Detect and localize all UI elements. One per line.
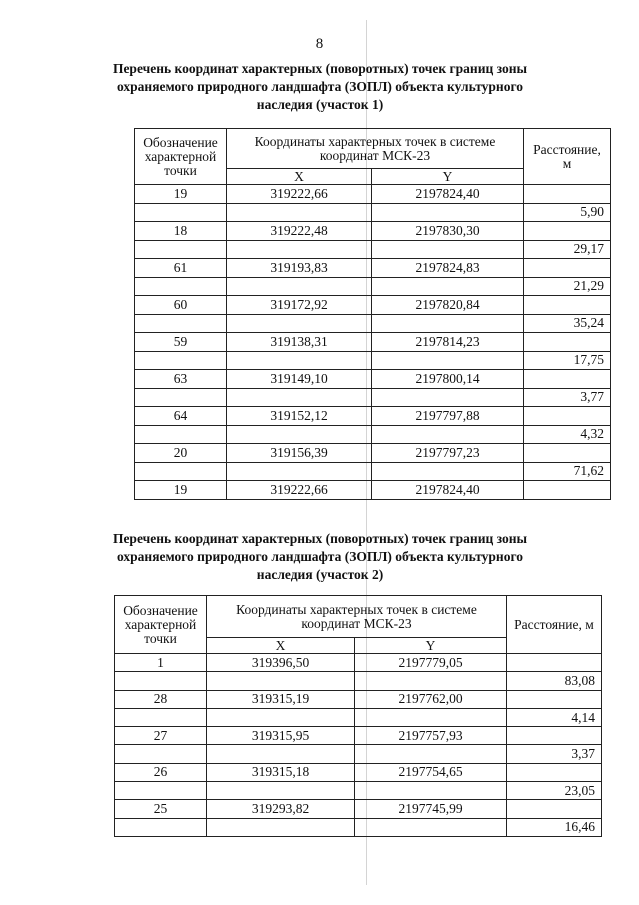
table-row [135,222,611,241]
heading-line: Перечень координат характерных (поворотных) точек границ зоны [112,531,528,546]
point-id: 19 [135,185,227,204]
table-row [115,672,602,690]
empty-cell [507,654,602,672]
header-coordinates [227,129,524,169]
table-row [135,185,611,204]
header-line: Координаты характерных точек в системе [254,133,496,149]
empty-cell [355,818,507,836]
segment-distance: 71,62 [524,462,611,481]
section1-heading [100,60,540,114]
coord-x: 319315,19 [207,690,355,708]
coord-y: 2197797,88 [372,407,524,426]
point-id: 63 [135,370,227,389]
heading-line: Перечень координат характерных (поворотных) точек границ зоны [112,61,528,76]
coord-x: 319396,50 [207,654,355,672]
empty-cell [524,185,611,204]
empty-cell [372,351,524,370]
empty-cell [207,708,355,726]
header-x: X [207,638,355,654]
table-row [115,818,602,836]
section1-coordinates-table [134,128,611,500]
empty-cell [355,782,507,800]
point-id: 18 [135,222,227,241]
header-line: Обозначение [123,602,198,618]
header-line: Расстояние, м [514,616,594,632]
coord-x: 319315,95 [207,727,355,745]
coord-x: 319138,31 [227,333,372,352]
empty-cell [227,388,372,407]
header-line: характерной [124,616,197,632]
point-id: 59 [135,333,227,352]
table-row [115,708,602,726]
coord-x: 319222,48 [227,222,372,241]
empty-cell [135,425,227,444]
empty-cell [372,425,524,444]
table-row [115,745,602,763]
empty-cell [115,672,207,690]
empty-cell [507,800,602,818]
empty-cell [115,745,207,763]
segment-distance: 17,75 [524,351,611,370]
header-x: X [227,169,372,185]
empty-cell [135,277,227,296]
segment-distance: 4,14 [507,708,602,726]
table-row [135,388,611,407]
empty-cell [115,708,207,726]
table-header-row [115,596,602,638]
table-row [135,370,611,389]
empty-cell [355,672,507,690]
empty-cell [372,314,524,333]
empty-cell [524,296,611,315]
table-row [135,259,611,278]
empty-cell [227,240,372,259]
header-line: точки [164,162,197,178]
point-id: 25 [115,800,207,818]
empty-cell [227,203,372,222]
coord-x: 319222,66 [227,481,372,500]
table-row [135,407,611,426]
empty-cell [227,351,372,370]
table-row [115,727,602,745]
heading-line: наследия (участок 2) [256,567,384,582]
coord-y: 2197757,93 [355,727,507,745]
header-distance [524,129,611,185]
point-id: 61 [135,259,227,278]
point-id: 28 [115,690,207,708]
table-row [135,462,611,481]
empty-cell [355,708,507,726]
page-number: 8 [315,36,324,52]
coord-x: 319152,12 [227,407,372,426]
point-id: 27 [115,727,207,745]
header-distance [507,596,602,654]
empty-cell [135,351,227,370]
table-row [135,203,611,222]
coord-y: 2197800,14 [372,370,524,389]
empty-cell [135,203,227,222]
section2-coordinates-table [114,595,602,837]
empty-cell [207,818,355,836]
table-row [135,296,611,315]
section2-heading [100,530,540,584]
empty-cell [115,782,207,800]
empty-cell [227,425,372,444]
coord-x: 319156,39 [227,444,372,463]
table-row [135,240,611,259]
empty-cell [227,462,372,481]
header-line: Обозначение [143,134,218,150]
coord-x: 319293,82 [207,800,355,818]
header-y: Y [372,169,524,185]
header-line: точки [144,630,177,646]
empty-cell [227,277,372,296]
empty-cell [207,782,355,800]
coord-x: 319149,10 [227,370,372,389]
empty-cell [355,745,507,763]
point-id: 1 [115,654,207,672]
empty-cell [524,333,611,352]
empty-cell [135,240,227,259]
coord-y: 2197797,23 [372,444,524,463]
point-id: 60 [135,296,227,315]
coord-x: 319315,18 [207,763,355,781]
empty-cell [372,388,524,407]
segment-distance: 35,24 [524,314,611,333]
segment-distance: 21,29 [524,277,611,296]
empty-cell [524,481,611,500]
header-line: Расстояние, [533,141,601,157]
segment-distance: 5,90 [524,203,611,222]
empty-cell [507,727,602,745]
header-point-designation [135,129,227,185]
header-line: характерной [144,148,217,164]
header-coordinates [207,596,507,638]
table-row [135,314,611,333]
empty-cell [372,277,524,296]
table-row [115,690,602,708]
empty-cell [135,462,227,481]
coord-y: 2197779,05 [355,654,507,672]
segment-distance: 29,17 [524,240,611,259]
point-id: 19 [135,481,227,500]
empty-cell [227,314,372,333]
empty-cell [207,745,355,763]
empty-cell [372,462,524,481]
table-header-row [135,129,611,169]
coord-y: 2197814,23 [372,333,524,352]
empty-cell [372,203,524,222]
empty-cell [524,444,611,463]
coord-y: 2197754,65 [355,763,507,781]
empty-cell [372,240,524,259]
coord-y: 2197824,40 [372,185,524,204]
segment-distance: 16,46 [507,818,602,836]
segment-distance: 83,08 [507,672,602,690]
segment-distance: 4,32 [524,425,611,444]
empty-cell [507,690,602,708]
header-point-designation [115,596,207,654]
empty-cell [524,259,611,278]
point-id: 26 [115,763,207,781]
empty-cell [207,672,355,690]
coord-y: 2197830,30 [372,222,524,241]
empty-cell [135,314,227,333]
table-row [115,800,602,818]
coord-y: 2197820,84 [372,296,524,315]
coord-x: 319172,92 [227,296,372,315]
heading-line: охраняемого природного ландшафта (ЗОПЛ) объекта культурного [117,79,523,94]
coord-y: 2197745,99 [355,800,507,818]
heading-line: охраняемого природного ландшафта (ЗОПЛ) объекта культурного [117,549,523,564]
coord-y: 2197824,40 [372,481,524,500]
point-id: 20 [135,444,227,463]
header-line: м [562,155,572,171]
point-id: 64 [135,407,227,426]
empty-cell [135,388,227,407]
table-row [135,351,611,370]
empty-cell [524,407,611,426]
table-row [135,277,611,296]
header-line: координат МСК-23 [301,615,412,631]
table-row [135,425,611,444]
table-row [115,782,602,800]
coord-x: 319222,66 [227,185,372,204]
empty-cell [524,370,611,389]
table-row [115,654,602,672]
heading-line: наследия (участок 1) [256,97,384,112]
header-line: координат МСК-23 [319,147,431,163]
empty-cell [507,763,602,781]
empty-cell [524,222,611,241]
table-row [135,481,611,500]
coord-y: 2197824,83 [372,259,524,278]
segment-distance: 3,77 [524,388,611,407]
table-row [135,333,611,352]
header-y: Y [355,638,507,654]
segment-distance: 3,37 [507,745,602,763]
segment-distance: 23,05 [507,782,602,800]
table-row [115,763,602,781]
header-line: Координаты характерных точек в системе [236,601,477,617]
table-row [135,444,611,463]
coord-y: 2197762,00 [355,690,507,708]
empty-cell [115,818,207,836]
coord-x: 319193,83 [227,259,372,278]
